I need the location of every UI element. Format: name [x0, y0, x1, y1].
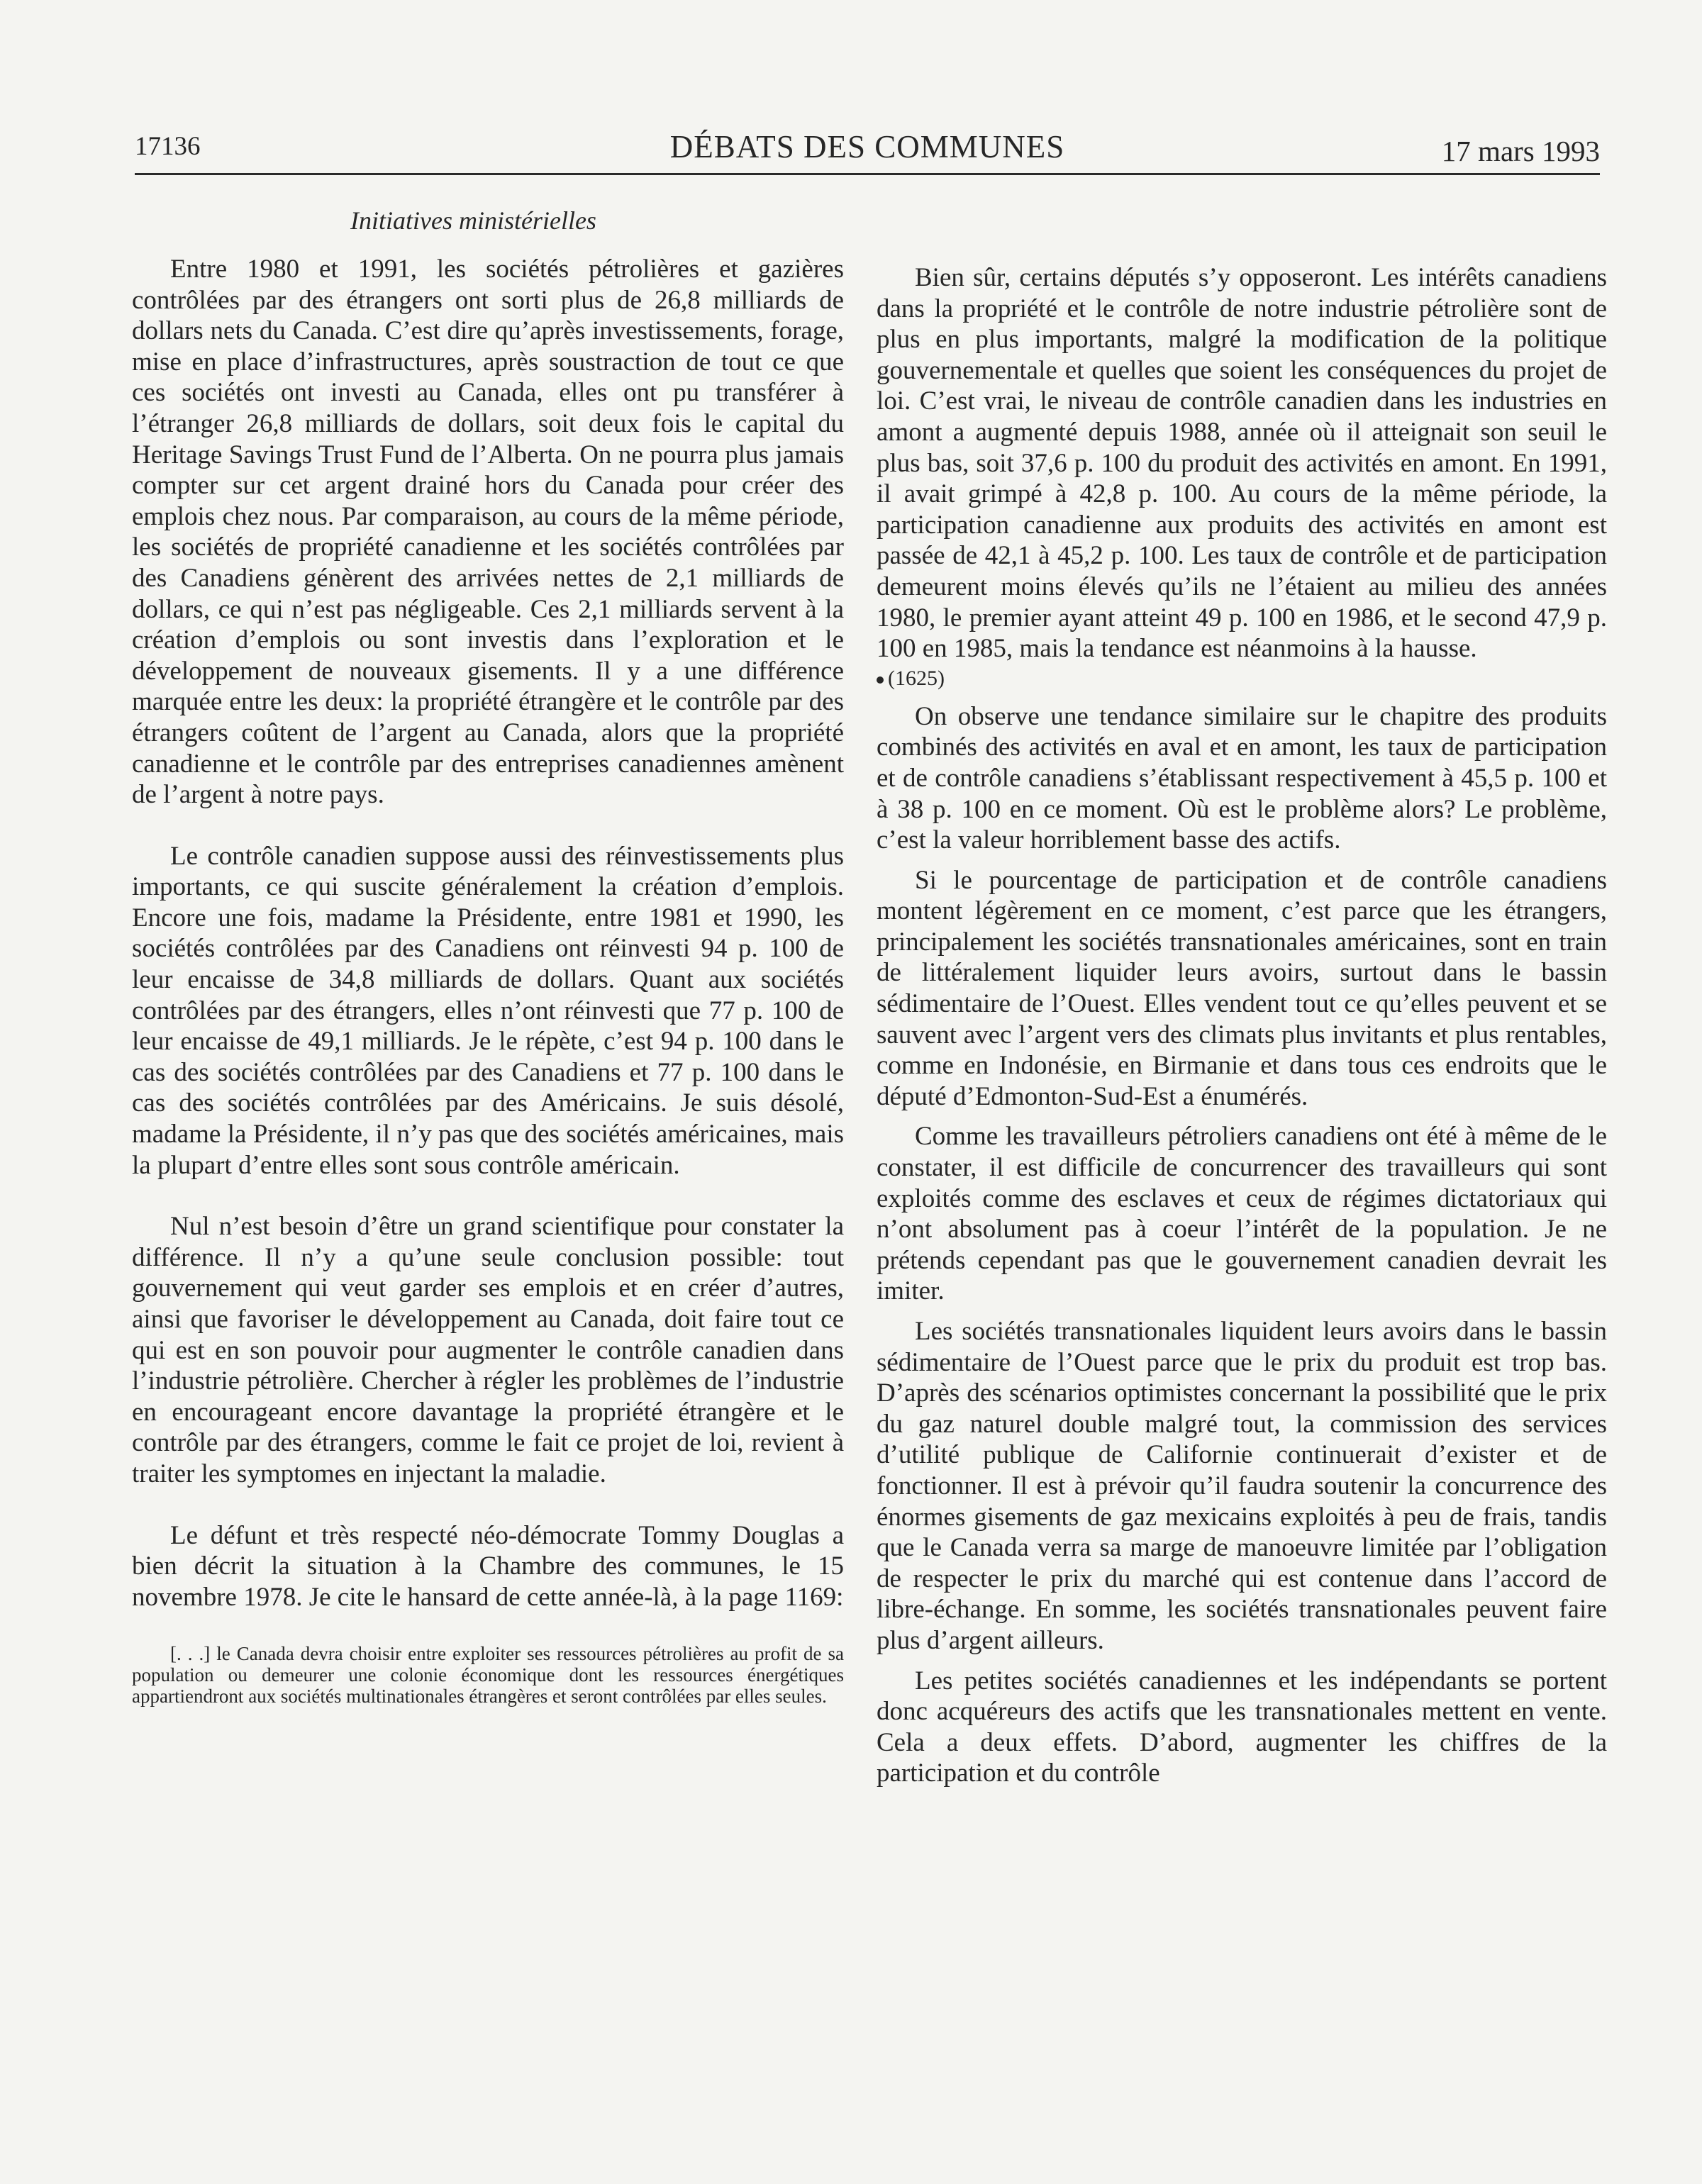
paragraph: Entre 1980 et 1991, les sociétés pétrolières et gazières contrôlées par des étrangers ont sorti plus de 26,8 milliards de dollars nets du Canada. C’est dire qu’après investissements, forage, mise en place d’infrastructures, après soustraction de tout ce que ces sociétés ont investi au Canada, elles ont pu transférer à l’étranger 26,8 milliards de dollars, soit deux fois le capital du Heritage Savings Trust Fund de l’Alberta. On ne pourra plus jamais compter sur cet argent drainé hors du Canada pour créer des emplois chez nous. Par comparaison, au cours de la même période, les sociétés de propriété canadienne et les sociétés contrôlées par des Canadiens génèrent des arrivées nettes de 2,1 milliards de dollars, ce qui n’est pas négligeable. Ces 2,1 milliards servent à la création d’emplois ou sont investis dans l’exploration et le développement de nouveaux gisements. Il y a une différence marquée entre les deux: la propriété étrangère et le contrôle par des étrangers coûtent de l’argent au Canada, alors que la propriété canadienne et le contrôle par des entreprises canadiennes amènent de l’argent à notre pays. [132, 255, 844, 810]
bullet-icon [877, 676, 884, 684]
time-marker-text: (1625) [888, 666, 945, 690]
paragraph: Bien sûr, certains députés s’y opposeront. Les intérêts canadiens dans la propriété et le contrôle de notre industrie pétrolière sont de plus en plus importants, malgré la modification de la politique gouvernementale et quelles que soient les conséquences du projet de loi. C’est vrai, le niveau de contrôle canadien dans les industries en amont a augmenté depuis 1988, année où il atteignait son seuil le plus bas, soit 37,6 p. 100 du produit des activités en amont. En 1991, il avait grimpé à 42,8 p. 100. Au cours de la même période, la participation canadienne aux produits des activités en amont est passée de 42,1 à 45,2 p. 100. Les taux de contrôle et de participation demeurent moins élevés qu’ils ne l’étaient au milieu des années 1980, le premier ayant atteint 49 p. 100 en 1986, et le second 47,9 p. 100 en 1985, mais la tendance est néanmoins à la hausse. [877, 263, 1607, 664]
paragraph: Le contrôle canadien suppose aussi des réinvestissements plus importants, ce qui suscite généralement la création d’emplois. Encore une fois, madame la Présidente, entre 1981 et 1990, les sociétés contrôlées par des Canadiens ont réinvesti 94 p. 100 de leur encaisse de 34,8 milliards de dollars. Quant aux sociétés contrôlées par des étrangers, elles n’ont réinvesti que 77 p. 100 de leur encaisse de 49,1 milliards. Je le répète, c’est 94 p. 100 dans le cas des sociétés contrôlées par des Canadiens et 77 p. 100 dans le cas des sociétés contrôlées par des Américains. Je suis désolé, madame la Présidente, il n’y pas que des sociétés américaines, mais la plupart d’entre elles sont sous contrôle américain. [132, 841, 844, 1180]
page-number: 17136 [135, 132, 201, 161]
paragraph: Les sociétés transnationales liquident leurs avoirs dans le bassin sédimentaire de l’Ouest parce que le prix du produit est trop bas. D’après des scénarios optimistes concernant la possibilité que le prix du gaz naturel double malgré tout, la commission des services d’utilité publique de Californie continuerait d’exister et de fonctionner. Il est à prévoir qu’il faudra soutenir la concurrence des énormes gisements de gaz mexicains exploités à peu de frais, tandis que le Canada verra sa marge de manoeuvre limitée par l’obligation de respecter le prix du marché qui est contenue dans l’accord de libre-échange. En somme, les sociétés transnationales peuvent faire plus d’argent ailleurs. [877, 1317, 1607, 1655]
page-header [135, 131, 1600, 174]
publication-title: DÉBATS DES COMMUNES [669, 129, 1065, 165]
paragraph: Si le pourcentage de participation et de contrôle canadiens montent légèrement en ce moment, c’est parce que les étrangers, principalement les sociétés transnationales américaines, sont en train de littéralement liquider leurs avoirs, surtout dans le bassin sédimentaire de l’Ouest. Elles vendent tout ce qu’elles peuvent et se sauvent avec l’argent vers des climats plus invitants et plus rentables, comme en Indonésie, en Birmanie et dans tous ces endroits que le député d’Edmonton-Sud-Est a énumérés. [877, 865, 1607, 1111]
paragraph: Le défunt et très respecté néo-démocrate Tommy Douglas a bien décrit la situation à la Chambre des communes, le 15 novembre 1978. Je cite le hansard de cette année-là, à la page 1169: [132, 1520, 844, 1612]
paragraph: Les petites sociétés canadiennes et les indépendants se portent donc acquéreurs des actifs que les transnationales mettent en vente. Cela a deux effets. D’abord, augmenter les chiffres de la participation et du contrôle [877, 1666, 1607, 1788]
time-marker [877, 666, 1607, 691]
publication-date: 17 mars 1993 [1441, 135, 1600, 167]
block-quote: [. . .] le Canada devra choisir entre exploiter ses ressources pétrolières au profit de sa population ou demeurer une colonie économique dont les ressources énergétiques appartiendront aux sociétés multinationales étrangères et seront contrôlées par elles seules. [132, 1643, 844, 1707]
paragraph: Comme les travailleurs pétroliers canadiens ont été à même de le constater, il est difficile de concurrencer des travailleurs qui sont exploités comme des esclaves et ceux de régimes dictatoriaux qui n’ont absolument pas à coeur l’intérêt de la population. Je ne prétends cependant pas que le gouvernement canadien devrait les imiter. [877, 1122, 1607, 1306]
paragraph: Nul n’est besoin d’être un grand scientifique pour constater la différence. Il n’y a qu’une seule conclusion possible: tout gouvernement qui veut garder ses emplois et en créer d’autres, ainsi que favoriser le développement au Canada, doit faire tout ce qui est en son pouvoir pour augmenter le contrôle canadien dans l’industrie pétrolière. Chercher à régler les problèmes de l’industrie en encourageant encore davantage la propriété étrangère et le contrôle par des étrangers, comme le fait ce projet de loi, revient à traiter les symptomes en injectant la maladie. [132, 1212, 844, 1488]
paragraph: On observe une tendance similaire sur le chapitre des produits combinés des activités en aval et en amont, les taux de participation et de contrôle canadiens s’établissant respectivement à 45,5 p. 100 et à 38 p. 100 en ce moment. Où est le problème alors? Le problème, c’est la valeur horriblement basse des actifs. [877, 701, 1607, 855]
right-column [877, 262, 1607, 1789]
left-column [132, 254, 844, 1737]
header-rule [135, 173, 1600, 175]
section-title: Initiatives ministérielles [350, 206, 596, 235]
